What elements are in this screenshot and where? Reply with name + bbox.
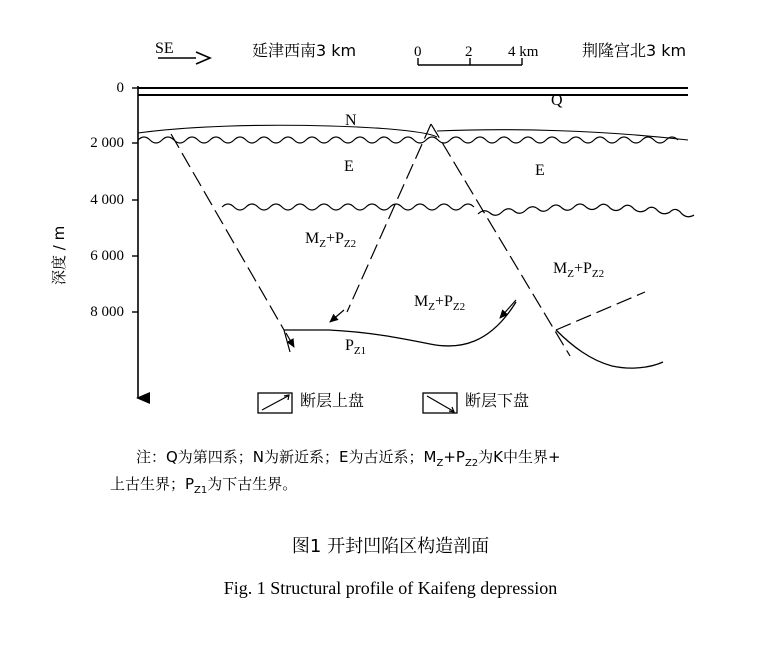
legend-label-hanging-wall: 断层上盘 — [300, 391, 365, 410]
note-line2-post: 为下古生界。 — [207, 475, 298, 493]
unconformity-n-e — [138, 137, 678, 143]
legend-symbol-hanging-wall — [258, 393, 292, 413]
note-line1-post: 为K中生界+ — [478, 448, 561, 466]
note-line1-pre: 注：Q为第四系；N为新近系；E为古近系；M — [136, 448, 437, 466]
basement-boundary-pz1 — [284, 302, 516, 346]
figure-caption-cn: 图1 开封凹陷区构造剖面 — [291, 536, 490, 557]
unconformity-e-mz-right — [478, 204, 694, 217]
fault-line-2 — [347, 124, 431, 312]
scale-tick-4km: 4 km — [508, 44, 539, 60]
note-line1-mid: +P — [443, 448, 465, 466]
strata-label-e-left: E — [344, 158, 354, 175]
strata-label-n: N — [345, 112, 357, 129]
depth-axis — [132, 86, 138, 398]
fault-3-slip-tick — [500, 300, 516, 318]
scale-tick-0: 0 — [414, 44, 422, 60]
basement-boundary-right — [556, 330, 663, 368]
n-base-right — [437, 130, 688, 140]
top-label-right-site: 荆隆宫北3 km — [582, 41, 687, 60]
y-tick-4000: 4 000 — [90, 192, 124, 208]
y-tick-0: 0 — [116, 80, 124, 96]
fault-line-3 — [431, 124, 570, 356]
fault-line-4 — [556, 292, 645, 330]
left-block-edge — [284, 330, 290, 352]
y-tick-2000: 2 000 — [90, 135, 124, 151]
fault-2-slip-tick — [330, 310, 344, 322]
strata-label-mzpz2-mid: $M_Z+P_{Z2}$ — [414, 293, 466, 314]
legend-label-footwall: 断层下盘 — [465, 391, 530, 410]
y-tick-8000: 8 000 — [90, 304, 124, 320]
note-line1-sub1: Z — [436, 458, 444, 469]
n-base-left-slope — [138, 125, 437, 137]
strata-label-e-right: E — [535, 162, 545, 179]
strata-label-pz1: $P_{Z1}$ — [345, 337, 367, 358]
ground-surface-layer — [138, 88, 688, 95]
fault-line-1 — [171, 134, 284, 330]
figure-caption-en: Fig. 1 Structural profile of Kaifeng depression — [223, 578, 558, 598]
top-label-left-site: 延津西南3 km — [252, 41, 357, 60]
direction-label-se: SE — [155, 40, 174, 57]
y-axis-title: 深度 / m — [50, 225, 68, 285]
note-line2-pre: 上古生界；P — [110, 475, 195, 493]
scale-tick-2: 2 — [465, 44, 473, 60]
unconformity-e-mz-left — [222, 204, 474, 210]
figure-note — [110, 445, 690, 499]
strata-label-q: Q — [551, 92, 563, 109]
note-line2-sub: Z1 — [194, 485, 208, 496]
y-tick-6000: 6 000 — [90, 248, 124, 264]
strata-label-mzpz2-left: $M_Z+P_{Z2}$ — [305, 230, 357, 251]
strata-label-mzpz2-right: $M_Z+P_{Z2}$ — [553, 260, 605, 281]
legend-symbol-footwall — [423, 393, 457, 413]
note-line1-sub2: Z2 — [464, 458, 479, 469]
